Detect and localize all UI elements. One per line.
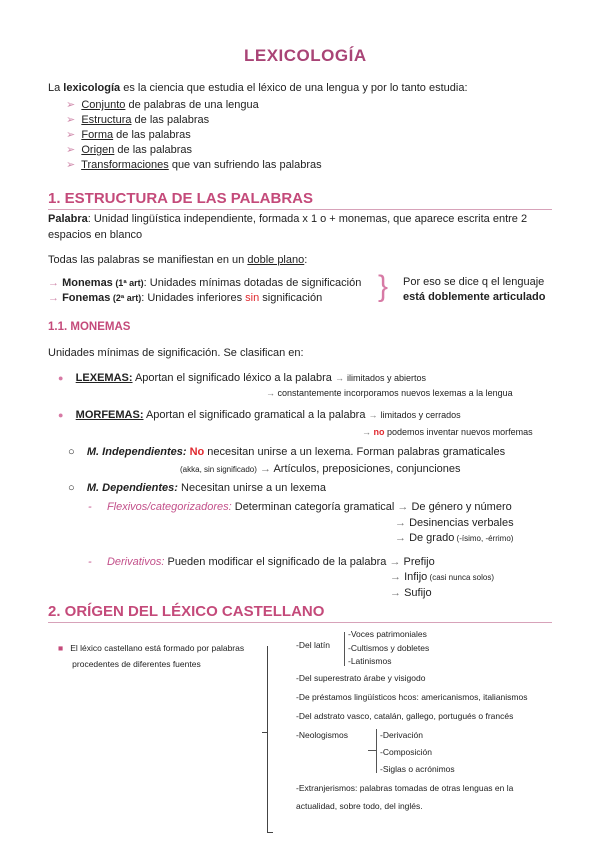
monemas-art: (1ª art)	[112, 278, 144, 288]
square-bullet-icon: ■	[58, 643, 64, 653]
derivativos-item-3	[390, 587, 432, 599]
morfemas-def: Aportan el significado gramatical a la palabra	[143, 409, 366, 421]
dependientes-line	[68, 482, 326, 494]
intro-item	[66, 128, 191, 141]
neologismos-label: -Neologismos	[296, 730, 348, 740]
derivativos-item-text: Infijo	[404, 571, 428, 583]
flexivos-def: Determinan categoría gramatical	[231, 501, 395, 513]
neologismos-bracket	[376, 729, 377, 773]
flexivos-item-2	[395, 517, 514, 529]
independientes-examples	[180, 463, 461, 475]
flexivos-item-text: De grado	[409, 532, 455, 544]
fonemas-def-2: significación	[259, 292, 323, 304]
section-heading-estructura: 1. ESTRUCTURA DE LAS PALABRAS	[48, 190, 314, 207]
heading-rule	[48, 209, 552, 210]
item-text: de las palabras	[113, 129, 191, 141]
plano-colon: :	[304, 254, 308, 266]
dependientes-def: Necesitan unirse a un lexema	[177, 482, 326, 494]
neologismos-item: -Siglas o acrónimos	[380, 764, 455, 774]
origen-left-text	[58, 640, 244, 672]
monemas-def: : Unidades mínimas dotadas de significación	[143, 277, 362, 289]
arrow-icon: →	[259, 463, 271, 475]
page-title: LEXICOLOGÍA	[244, 46, 367, 65]
independientes-no: No	[189, 446, 205, 458]
chevron-icon: ➢	[66, 114, 76, 126]
derivativos-item: Prefijo	[403, 556, 435, 568]
heading-rule	[48, 622, 552, 623]
neologismos-item: -Composición	[380, 747, 432, 757]
origen-left-line-1: El léxico castellano está formado por palabras	[70, 643, 245, 653]
fonemas-art: (2ª art)	[110, 293, 142, 303]
arrow-icon: →	[390, 587, 401, 599]
lexemas-note-text: constantemente incorporamos nuevos lexemas a la lengua	[277, 388, 513, 398]
brace-icon: }	[378, 270, 389, 303]
independientes-label: M. Independientes:	[86, 446, 187, 458]
lexemas-label: LEXEMAS:	[75, 372, 133, 384]
latin-item: -Latinismos	[348, 656, 392, 666]
flexivos-line	[88, 501, 512, 513]
intro-text-1: La	[48, 82, 64, 94]
fonemas-def: : Unidades inferiores	[141, 292, 246, 304]
lexemas-line	[58, 372, 426, 384]
intro-item	[66, 158, 322, 171]
derivativos-item-2	[390, 571, 494, 583]
extranjerismos-line-1: -Extranjerismos: palabras tomadas de otras lenguas en la	[296, 783, 514, 793]
intro-term: lexicología	[63, 82, 121, 94]
plano-text: Todas las palabras se manifiestan en un	[48, 254, 248, 266]
intro-text-2: es la ciencia que estudia el léxico de una lengua y por lo tanto estudia:	[120, 82, 468, 94]
chevron-icon: ➢	[66, 129, 76, 141]
morfemas-no: no	[373, 427, 385, 437]
section-heading-monemas: 1.1. MONEMAS	[48, 321, 131, 333]
flexivos-item: De género y número	[411, 501, 512, 513]
neologismos-tick	[368, 750, 376, 751]
latin-item: -Cultismos y dobletes	[348, 643, 430, 653]
monemas-intro: Unidades mínimas de significación. Se clasifican en:	[48, 347, 304, 359]
morfemas-note-text: podemos inventar nuevos morfemas	[384, 427, 533, 437]
item-keyword: Transformaciones	[81, 159, 169, 171]
lexemas-note-2	[266, 388, 513, 398]
palabra-def: : Unidad lingüística independiente, formada x 1 o + monemas, que aparece escrita entre 2	[87, 213, 528, 225]
fonemas-line	[48, 292, 322, 304]
fonemas-label: Fonemas	[62, 292, 111, 304]
morfemas-line	[58, 409, 461, 421]
neologismos-item: -Derivación	[380, 730, 423, 740]
derivativos-item-note: (casi nunca solos)	[427, 573, 495, 582]
palabra-label: Palabra	[48, 213, 88, 225]
item-keyword: Estructura	[81, 114, 132, 126]
doble-plano-text	[48, 254, 307, 266]
latin-item: -Voces patrimoniales	[348, 629, 427, 639]
morfemas-label: MORFEMAS:	[75, 409, 144, 421]
arrow-icon: →	[368, 410, 378, 420]
bracket-tick	[262, 732, 268, 733]
intro-item	[66, 143, 192, 156]
bracket-tick	[267, 832, 273, 833]
flexivos-item-3	[395, 532, 513, 544]
chevron-icon: ➢	[66, 99, 76, 111]
independientes-line	[68, 446, 505, 458]
item-text: que van sufriendo las palabras	[168, 159, 322, 171]
arrow-icon: →	[397, 501, 409, 513]
arrow-icon: →	[390, 571, 401, 583]
derivativos-line	[88, 556, 435, 568]
arrow-icon: →	[395, 532, 406, 544]
palabra-definition	[48, 213, 527, 225]
ring-bullet-icon: ○	[68, 482, 75, 494]
dash-bullet: -	[88, 556, 92, 568]
item-text: de palabras de una lengua	[125, 99, 259, 111]
item-keyword: Forma	[81, 129, 114, 141]
origen-item-adstrato: -Del adstrato vasco, catalán, gallego, portugués o francés	[296, 711, 514, 721]
bracket-line	[267, 646, 268, 832]
extranjerismos-line-2: actualidad, sobre todo, del inglés.	[296, 801, 423, 811]
morfemas-note-2	[362, 427, 533, 437]
morfemas-note: limitados y cerrados	[380, 410, 461, 420]
dependientes-label: M. Dependientes:	[86, 482, 178, 494]
intro-item	[66, 98, 259, 111]
origen-item-prestamos: -De préstamos lingüísticos hcos: americanismos, italianismos	[296, 692, 528, 702]
independientes-def: necesitan unirse a un lexema. Forman palabras gramaticales	[204, 446, 506, 458]
dash-bullet: -	[88, 501, 92, 513]
arrow-icon: →	[389, 556, 401, 568]
arrow-icon: →	[48, 292, 59, 304]
arrow-icon: →	[362, 427, 371, 437]
articulacion-note-1: Por eso se dice q el lenguaje	[403, 276, 545, 288]
monemas-line	[48, 277, 361, 289]
arrow-icon: →	[266, 388, 275, 398]
flexivos-label: Flexivos/categorizadores:	[106, 501, 232, 513]
derivativos-label: Derivativos:	[106, 556, 165, 568]
bullet-icon: ●	[58, 373, 64, 383]
fonemas-sin: sin	[245, 292, 260, 304]
chevron-icon: ➢	[66, 144, 76, 156]
articulacion-note-2: está doblemente articulado	[403, 291, 546, 303]
ring-bullet-icon: ○	[68, 446, 75, 458]
chevron-icon: ➢	[66, 159, 76, 171]
intro-paragraph	[48, 82, 468, 94]
derivativos-item-text: Sufijo	[404, 587, 432, 599]
item-text: de las palabras	[131, 114, 210, 126]
lexemas-def: Aportan el significado léxico a la palabra	[132, 372, 332, 384]
arrow-icon: →	[395, 517, 406, 529]
arrow-icon: →	[48, 277, 59, 289]
monemas-label: Monemas	[62, 277, 113, 289]
origen-left-line-2: procedentes de diferentes fuentes	[72, 659, 201, 669]
bullet-icon: ●	[58, 410, 64, 420]
origen-item-superestrato: -Del superestrato árabe y visigodo	[296, 673, 426, 683]
derivativos-def: Pueden modificar el significado de la palabra	[164, 556, 387, 568]
latin-label: -Del latín	[296, 640, 331, 650]
arrow-icon: →	[334, 373, 344, 383]
section-heading-origen: 2. ORÍGEN DEL LÉXICO CASTELLANO	[48, 603, 325, 620]
flexivos-item-text: Desinencias verbales	[409, 517, 514, 529]
independientes-note: (akka, sin significado)	[180, 465, 257, 474]
intro-item	[66, 113, 209, 126]
item-text: de las palabras	[114, 144, 193, 156]
independientes-example-text: Artículos, preposiciones, conjunciones	[273, 463, 461, 475]
flexivos-item-note: (-ísimo, -érrimo)	[454, 534, 514, 543]
lexemas-note: ilimitados y abiertos	[347, 373, 427, 383]
item-keyword: Origen	[81, 144, 115, 156]
item-keyword: Conjunto	[81, 99, 126, 111]
palabra-definition-cont: espacios en blanco	[48, 229, 143, 241]
latin-bracket	[344, 632, 345, 666]
plano-underlined: doble plano	[247, 254, 305, 266]
